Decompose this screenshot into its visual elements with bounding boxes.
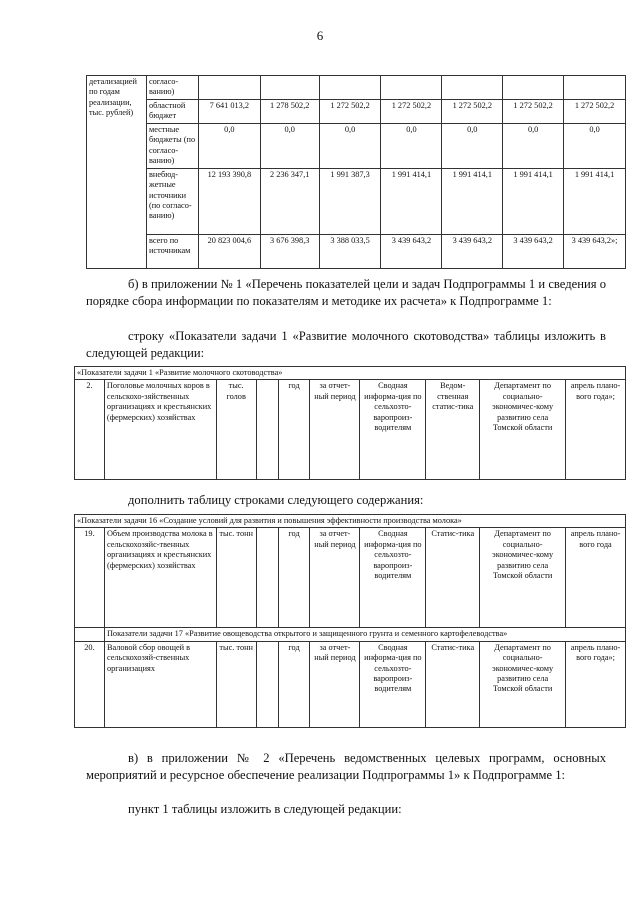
paragraph-b: б) в приложении № 1 «Перечень показателей цели и задач Подпрограммы 1 и сведения о порядке сбора информации по показателям и методике их расчета» к Подпрограмме 1: (86, 277, 606, 308)
task17-header: Показатели задачи 17 «Развитие овощеводства открытого и защищенного грунта и семенного картофелеводства» (104, 628, 625, 641)
paragraph-v: в) в приложении № 2 «Перечень ведомственных целевых программ, основных мероприятий и ресурсное обеспечение реализации Подпрограммы 1» к Подпрограмме 1: (86, 751, 606, 782)
source-cell: согласо-ванию) (146, 76, 198, 100)
table-row: местные бюджеты (по согласо-ванию) 0,0 0,0 0,0 0,0 0,0 0,0 0,0 (87, 123, 626, 168)
table-row: областной бюджет 7 641 013,2 1 278 502,2 1 272 502,2 1 272 502,2 1 272 502,2 1 272 502,2 1 272 502,2 (87, 99, 626, 123)
table-row: 19. Объем производства молока в сельскохозяйс-твенных организациях и крестьянских (фермерских) хозяйствах тыс. тонн год за отчет-ный период Сводная информа-ция по сельхозто-варопроиз-водителям Статис-тика Департамент по социально-экономичес-кому развитию села Томской области апрель плано-вого года (75, 528, 626, 628)
table-row (87, 76, 626, 100)
source-cell: всего по источникам (146, 234, 198, 268)
table-row: 2. Поголовье молочных коров в сельскохо-зяйственных организациях и крестьянских (фермерских) хозяйствах тыс. голов год за отчет-ный период Сводная информа-ция по сельхозто-варопроиз-водителям Ведом-ственная статис-тика Департамент по социально-экономичес-кому развитию села Томской области апрель плано-вого года»; (75, 380, 626, 480)
source-cell: местные бюджеты (по согласо-ванию) (146, 123, 198, 168)
source-cell: внебюд-жетные источники (по согласо-ванию) (146, 168, 198, 234)
table-row: 20. Валовой сбор овощей в сельскохозяй-ственных организациях тыс. тонн год за отчет-ный период Сводная информа-ция по сельхозто-варопроиз-водителям Статис-тика Департамент по социально-экономичес-кому развитию села Томской области апрель плано-вого года»; (75, 641, 626, 727)
table-row: всего по источникам 20 823 004,6 3 676 398,3 3 388 033,5 3 439 643,2 3 439 643,2 3 439 643,2 3 439 643,2»; (87, 234, 626, 268)
paragraph-point1: пункт 1 таблицы изложить в следующей редакции: (128, 802, 402, 816)
indicator-table-task1 (74, 366, 626, 480)
paragraph-add-rows: дополнить таблицу строками следующего содержания: (128, 493, 424, 507)
task16-header: «Показатели задачи 16 «Создание условий для развития и повышения эффективности производства молока» (75, 515, 626, 528)
table-header-row (75, 515, 626, 528)
task1-header: «Показатели задачи 1 «Развитие молочного скотоводства» (75, 367, 626, 380)
table-header-row (75, 628, 626, 641)
source-cell: областной бюджет (146, 99, 198, 123)
paragraph-row-replace: строку «Показатели задачи 1 «Развитие молочного скотоводства» таблицы изложить в следующей редакции: (86, 329, 606, 360)
budget-table (86, 75, 626, 269)
budget-left-label: детализацией по годам реализации, тыс. рублей) (87, 76, 147, 269)
table-row: внебюд-жетные источники (по согласо-ванию) 12 193 390,8 2 236 347,1 1 991 387,3 1 991 414,1 1 991 414,1 1 991 414,1 1 991 414,1 (87, 168, 626, 234)
table-header-row (75, 367, 626, 380)
page-number: 6 (316, 28, 324, 43)
indicator-table-tasks-16-17 (74, 514, 626, 728)
